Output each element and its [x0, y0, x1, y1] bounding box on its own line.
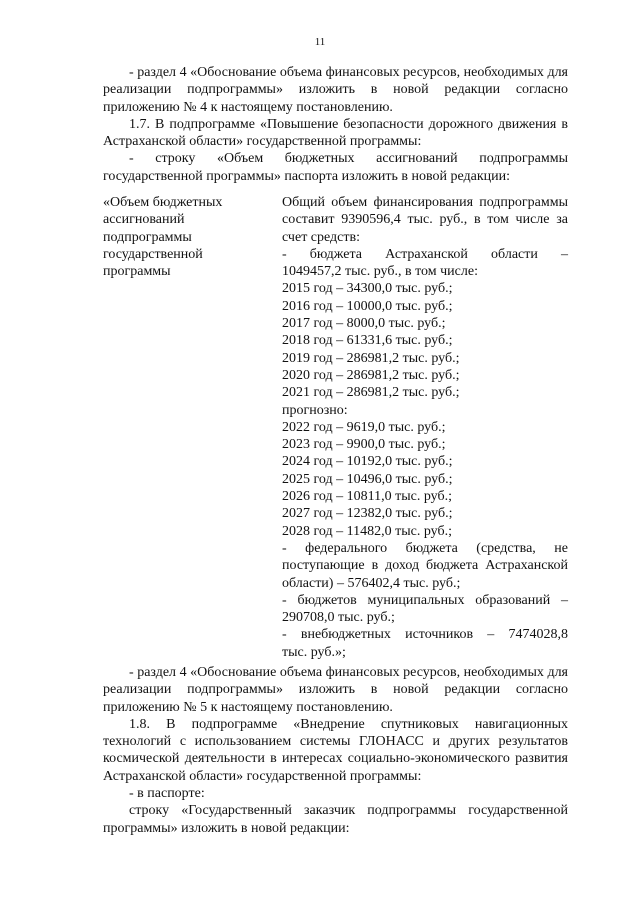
top-paragraphs: [103, 64, 568, 185]
year-2016: 2016 год – 10000,0 тыс. руб.;: [282, 298, 453, 314]
regional-budget-label: - бюджета Астраханской области –: [282, 246, 568, 262]
year-2028: 2028 год – 11482,0 тыс. руб.;: [282, 523, 452, 539]
year-2025: 2025 год – 10496,0 тыс. руб.;: [282, 471, 453, 487]
funding-intro: Общий объем финансирования подпрограммы составит 9390596,4 тыс. руб., в том числе за счет средств:: [282, 195, 568, 245]
municipal-budget: - бюджетов муниципальных образований – 290708,0 тыс. руб.;: [282, 592, 568, 626]
paragraph-customer-row: строку «Государственный заказчик подпрограммы государственной программы» изложить в новой редакции:: [103, 803, 568, 836]
extrabudgetary-label: - внебюджетных источников – 7474028,8: [282, 627, 568, 643]
forecast-label: прогнозно:: [282, 402, 348, 418]
paragraph-section4-appendix4: - раздел 4 «Обоснование объема финансовых ресурсов, необходимых для реализации подпрограммы» изложить в новой редакции согласно приложению № 4 к настоящему постановлению.: [103, 65, 568, 115]
paragraph-section4-appendix5: - раздел 4 «Обоснование объема финансовых ресурсов, необходимых для реализации подпрограммы» изложить в новой редакции согласно приложению № 5 к настоящему постановлению.: [103, 665, 568, 715]
table-left-cell: «Объем бюджетных ассигнований подпрограммы государственной программы: [103, 195, 223, 280]
bottom-paragraphs: [103, 664, 568, 837]
year-2017: 2017 год – 8000,0 тыс. руб.;: [282, 316, 446, 332]
year-2019: 2019 год – 286981,2 тыс. руб.;: [282, 350, 460, 366]
federal-budget: - федерального бюджета (средства, не поступающие в доход бюджета Астраханской области) – 576402,4 тыс. руб.;: [282, 540, 568, 591]
paragraph-1-7: 1.7. В подпрограмме «Повышение безопасности дорожного движения в Астраханской области» государственной программы:: [103, 116, 568, 150]
year-2015: 2015 год – 34300,0 тыс. руб.;: [282, 281, 453, 297]
year-2027: 2027 год – 12382,0 тыс. руб.;: [282, 506, 453, 522]
year-2026: 2026 год – 10811,0 тыс. руб.;: [282, 489, 452, 505]
year-2020: 2020 год – 286981,2 тыс. руб.;: [282, 367, 460, 383]
table-right-cell: [282, 194, 568, 661]
regional-budget-total: 1049457,2 тыс. руб., в том числе:: [282, 264, 478, 280]
paragraph-1-8: 1.8. В подпрограмме «Внедрение спутниковых навигационных технологий с использованием системы ГЛОНАСС и других результатов космической деятельности в интересах социально-экономического развития Астраханской области» государственной программы:: [103, 716, 568, 784]
extrabudgetary-total: тыс. руб.»;: [282, 644, 346, 660]
paragraph-passport: - в паспорте:: [129, 786, 205, 802]
paragraph-budget-row: - строку «Объем бюджетных ассигнований подпрограммы государственной программы» паспорта изложить в новой редакции:: [103, 151, 568, 184]
page-number: 11: [314, 36, 326, 48]
year-2022: 2022 год – 9619,0 тыс. руб.;: [282, 419, 446, 435]
year-2024: 2024 год – 10192,0 тыс. руб.;: [282, 454, 453, 470]
year-2021: 2021 год – 286981,2 тыс. руб.;: [282, 385, 460, 401]
year-2018: 2018 год – 61331,6 тыс. руб.;: [282, 333, 453, 349]
year-2023: 2023 год – 9900,0 тыс. руб.;: [282, 437, 446, 453]
